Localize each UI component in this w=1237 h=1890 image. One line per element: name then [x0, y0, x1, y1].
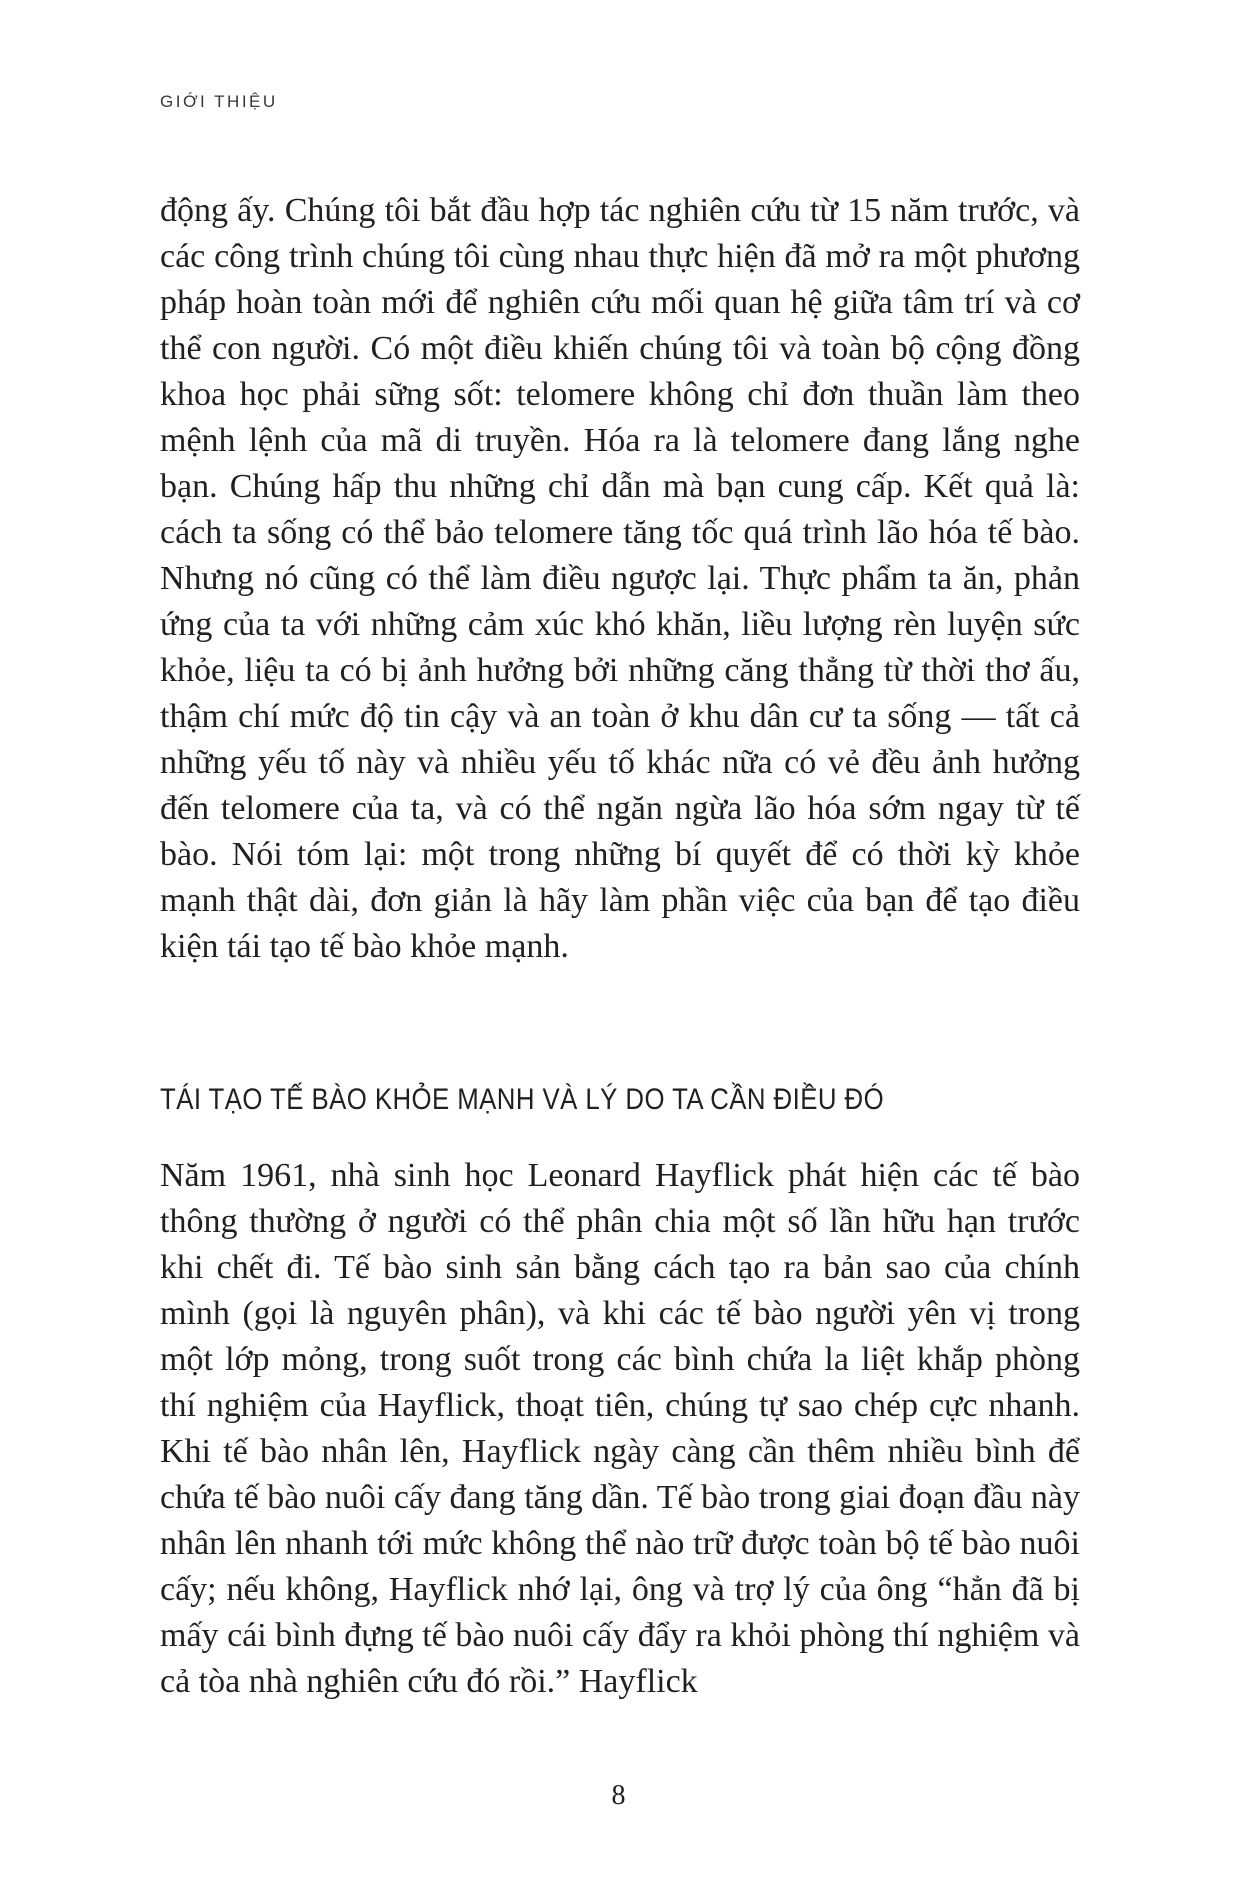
running-head: GIỚI THIỆU	[160, 92, 278, 111]
section-heading: TÁI TẠO TẾ BÀO KHỎE MẠNH VÀ LÝ DO TA CẦN ĐIỀU ĐÓ	[160, 1083, 885, 1116]
page-number: 8	[611, 1780, 626, 1811]
body-paragraph-2: Năm 1961, nhà sinh học Leonard Hayflick phát hiện các tế bào thông thường ở người có thể phân chia một số lần hữu hạn trước khi chết đi. Tế bào sinh sản bằng cách tạo ra bản sao của chính mình (gọi là nguyên phân), và khi các tế bào người yên vị trong một lớp mỏng, trong suốt trong các bình chứa la liệt khắp phòng thí nghiệm của Hayflick, thoạt tiên, chúng tự sao chép cực nhanh. Khi tế bào nhân lên, Hayflick ngày càng cần thêm nhiều bình để chứa tế bào nuôi cấy đang tăng dần. Tế bào trong giai đoạn đầu này nhân lên nhanh tới mức không thể nào trữ được toàn bộ tế bào nuôi cấy; nếu không, Hayflick nhớ lại, ông và trợ lý của ông “hẳn đã bị mấy cái bình đựng tế bào nuôi cấy đẩy ra khỏi phòng thí nghiệm và cả tòa nhà nghiên cứu đó rồi.” Hayflick	[160, 1157, 1080, 1700]
body-paragraph-1: động ấy. Chúng tôi bắt đầu hợp tác nghiên cứu từ 15 năm trước, và các công trình chúng tôi cùng nhau thực hiện đã mở ra một phương pháp hoàn toàn mới để nghiên cứu mối quan hệ giữa tâm trí và cơ thể con người. Có một điều khiến chúng tôi và toàn bộ cộng đồng khoa học phải sững sốt: telomere không chỉ đơn thuần làm theo mệnh lệnh của mã di truyền. Hóa ra là telomere đang lắng nghe bạn. Chúng hấp thu những chỉ dẫn mà bạn cung cấp. Kết quả là: cách ta sống có thể bảo telomere tăng tốc quá trình lão hóa tế bào. Nhưng nó cũng có thể làm điều ngược lại. Thực phẩm ta ăn, phản ứng của ta với những cảm xúc khó khăn, liều lượng rèn luyện sức khỏe, liệu ta có bị ảnh hưởng bởi những căng thẳng từ thời thơ ấu, thậm chí mức độ tin cậy và an toàn ở khu dân cư ta sống — tất cả những yếu tố này và nhiều yếu tố khác nữa có vẻ đều ảnh hưởng đến telomere của ta, và có thể ngăn ngừa lão hóa sớm ngay từ tế bào. Nói tóm lại: một trong những bí quyết để có thời kỳ khỏe mạnh thật dài, đơn giản là hãy làm phần việc của bạn để tạo điều kiện tái tạo tế bào khỏe mạnh.	[160, 192, 1080, 965]
